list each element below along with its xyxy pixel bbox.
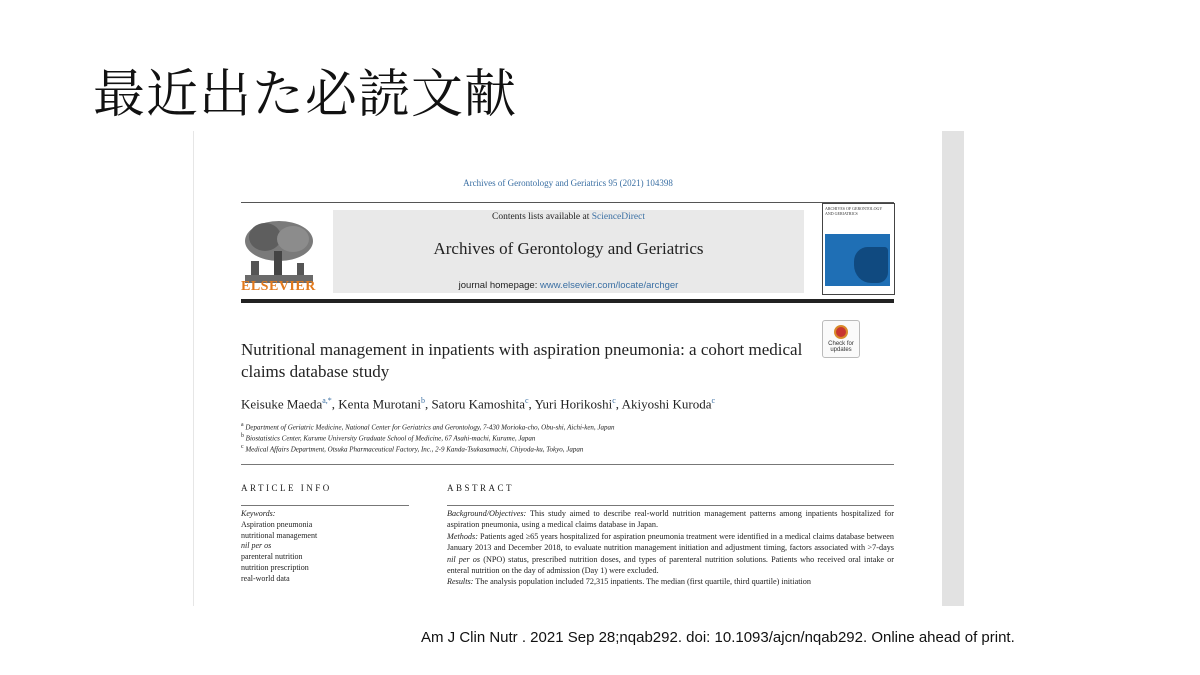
contents-line <box>333 212 804 222</box>
contents-prefix: Contents lists available at <box>491 212 592 222</box>
sciencedirect-link[interactable]: ScienceDirect <box>591 212 645 222</box>
abstract-results-label: Results: <box>447 577 474 587</box>
footer-citation: Am J Clin Nutr . 2021 Sep 28;nqab292. doi: 10.1093/ajcn/nqab292. Online ahead of print. <box>421 629 1015 646</box>
abstract-body <box>447 508 894 588</box>
abstract-background-text: This study aimed to describe real-world nutrition management patterns among inpatients hospitalized for aspiration pneumonia, using a medical claims database in Japan. <box>447 509 894 530</box>
keywords-label: Keywords: <box>241 509 276 518</box>
masthead-thick-rule <box>241 299 894 303</box>
abstract-background-label: Background/Objectives: <box>447 509 527 518</box>
homepage-line <box>333 280 804 291</box>
affiliation-c <box>241 444 583 453</box>
paper-right-margin <box>942 131 964 606</box>
header-rule <box>241 202 894 203</box>
author-name[interactable]: Satoru Kamoshita <box>431 396 525 412</box>
keyword-item: nutrition prescription <box>241 562 309 572</box>
journal-name: Archives of Gerontology and Geriatrics <box>433 239 704 258</box>
author-name[interactable]: Akiyoshi Kuroda <box>621 396 712 412</box>
publisher-wordmark: ELSEVIER <box>241 279 316 294</box>
affiliation-a <box>241 422 615 431</box>
abstract-methods-label: Methods: <box>447 531 478 541</box>
abstract-methods-text-cont: (NPO) status, prescribed nutrition doses, and types of parenteral nutrition solutions. Patients who received oral intake or enteral nutrition on the day of admission (Day 1) were excluded. <box>447 554 895 576</box>
journal-masthead <box>333 210 804 293</box>
abstract-heading: ABSTRACT <box>447 483 515 493</box>
author-name[interactable]: Yuri Horikoshi <box>534 396 613 412</box>
author-affiliation-mark: a,* <box>322 396 332 405</box>
homepage-link[interactable]: www.elsevier.com/locate/archger <box>540 280 679 291</box>
section-rule <box>241 464 894 465</box>
affiliation-text: Department of Geriatric Medicine, National Center for Geriatrics and Gerontology, 7-430 Morioka-cho, Obu-shi, Aichi-ken, Japan <box>245 423 615 432</box>
article-info-rule <box>241 505 409 506</box>
affiliation-text: Biostatistics Center, Kurume University Graduate School of Medicine, 67 Asahi-machi, Kurume, Japan <box>245 434 536 443</box>
journal-citation-link[interactable]: Archives of Gerontology and Geriatrics 95 (2021) 104398 <box>463 178 673 188</box>
keyword-item: nil per os <box>241 541 272 551</box>
keyword-item: Aspiration pneumonia <box>241 519 313 529</box>
cover-artwork <box>825 234 890 286</box>
keywords-block <box>241 509 317 585</box>
author-affiliation-mark: c <box>524 396 529 405</box>
article-info-heading: ARTICLE INFO <box>241 483 332 493</box>
abstract-methods-italic: nil per os <box>447 554 481 564</box>
article-title: Nutritional management in inpatients with aspiration pneumonia: a cohort medical claims database study <box>241 340 803 381</box>
author-affiliation-mark: c <box>711 396 716 405</box>
cover-figure <box>854 247 888 283</box>
check-for-updates-badge[interactable] <box>822 320 860 358</box>
abstract-results-text: The analysis population included 72,315 inpatients. The median (first quartile, third quartile) initiation <box>473 577 811 587</box>
abstract-methods-text: Patients aged ≥65 years hospitalized for aspiration pneumonia treatment were identified in a medical claims database between January 2013 and December 2018, to evaluate nutrition management initiation and adjustment timing, factors associated with >7-days <box>447 531 894 553</box>
abstract-rule <box>447 505 894 506</box>
author-affiliation-mark: b <box>420 396 425 405</box>
journal-cover-thumbnail <box>822 203 895 295</box>
cover-title: ARCHIVES OF GERONTOLOGY AND GERIATRICS <box>825 206 890 232</box>
author-affiliation-mark: c <box>612 396 616 405</box>
affiliation-mark: b <box>241 433 244 439</box>
homepage-prefix: journal homepage: <box>458 280 540 291</box>
slide-title: 最近出た必読文献 <box>93 65 518 125</box>
paper-screenshot <box>193 131 964 606</box>
keyword-item: real-world data <box>241 573 290 583</box>
affiliation-mark: a <box>241 422 244 428</box>
author-list: Keisuke Maeda$^{a,*}$, Kenta Murotani$^b$, Satoru Kamoshita$^c$, Yuri Horikoshi$^c$, Akiyoshi Kuroda$^c$ <box>241 396 716 412</box>
affiliation-b <box>241 433 535 442</box>
keyword-item: parenteral nutrition <box>241 552 303 562</box>
keyword-item: nutritional management <box>241 530 318 540</box>
affiliation-text: Medical Affairs Department, Otsuka Pharmaceutical Factory, Inc., 2-9 Kanda-Tsukasamachi, Chiyoda-ku, Tokyo, Japan <box>245 445 584 454</box>
check-badge-label: Check for updates <box>828 341 854 353</box>
affiliation-mark: c <box>241 444 244 450</box>
author-name[interactable]: Kenta Murotani <box>338 396 421 412</box>
author-name[interactable]: Keisuke Maeda <box>241 396 323 412</box>
crossmark-icon <box>834 325 848 339</box>
